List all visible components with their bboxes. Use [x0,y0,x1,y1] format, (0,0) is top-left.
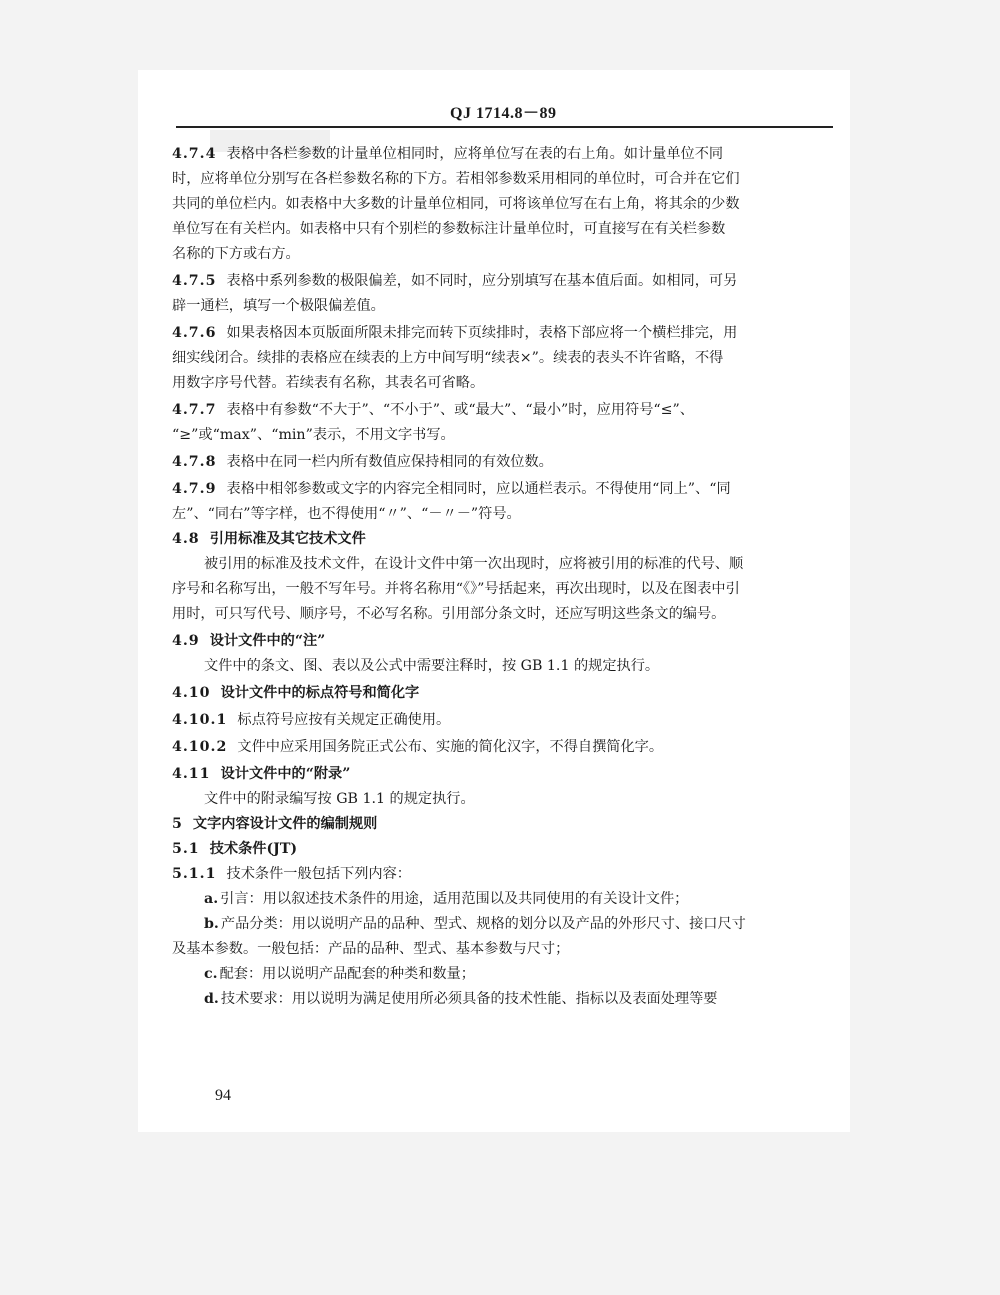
heading-title: 文字内容设计文件的编制规则 [192,816,378,832]
heading-4-10 [172,681,838,706]
clause-number: 4.7.4 [172,146,217,162]
item-text: 配套：用以说明产品配套的种类和数量； [219,966,475,982]
heading-title: 设计文件中的“附录” [220,766,351,782]
header-rule [176,126,833,128]
text-line: 文件中的条文、图、表以及公式中需要注释时，按 GB 1.1 的规定执行。 [204,658,660,674]
clause-text: 表格中在同一栏内所有数值应保持相同的有效位数。 [226,454,553,470]
heading-5-1 [172,837,838,862]
clause-number: 5.1.1 [172,866,217,882]
item-text: 技术要求：用以说明为满足使用所必须具备的技术性能、指标以及表面处理等要 [220,991,718,1007]
clause-text: 文件中应采用国务院正式公布、实施的简化汉字，不得自撰简化字。 [237,739,664,755]
text-line: 辟一通栏，填写一个极限偏差值。 [172,298,385,314]
heading-4-11 [172,762,838,787]
clause-4-10-1 [172,708,838,733]
clause-text: 表格中相邻参数或文字的内容完全相同时，应以通栏表示。不得使用“同上”、“同 [226,481,731,497]
text-line: 被引用的标准及技术文件，在设计文件中第一次出现时，应将被引用的标准的代号、顺 [204,556,744,572]
heading-title: 引用标准及其它技术文件 [209,531,366,547]
heading-number: 5 [172,816,183,832]
list-item-b [172,912,838,937]
text-line: 名称的下方或右方。 [172,246,300,262]
text-line: 用数字序号代替。若续表有名称，其表名可省略。 [172,375,485,391]
heading-number: 4.9 [172,633,200,649]
clause-number: 4.10.2 [172,739,228,755]
text-line: 单位写在有关栏内。如表格中只有个别栏的参数标注计量单位时，可直接写在有关栏参数 [172,221,726,237]
text-line: 文件中的附录编写按 GB 1.1 的规定执行。 [204,791,475,807]
clause-4-7-5 [172,269,838,294]
text-line: 用时，可只写代号、顺序号，不必写名称。引用部分条文时，还应写明这些条文的编号。 [172,606,726,622]
heading-number: 4.10 [172,685,211,701]
document-body [172,142,838,1012]
clause-4-7-8 [172,450,838,475]
heading-5 [172,812,838,837]
standard-code: QJ 1714.8－89 [450,105,557,122]
clause-4-10-2 [172,735,838,760]
text-line: 时，应将单位分别写在各栏参数名称的下方。若相邻参数采用相同的单位时，可合并在它们 [172,171,740,187]
clause-text: 如果表格因本页版面所限未排完而转下页续排时，表格下部应将一个横栏排完，用 [226,325,738,341]
clause-4-7-6 [172,321,838,346]
text-line: 左”、“同右”等字样，也不得使用“〃”、“－〃－”符号。 [172,506,521,522]
text-line: 细实线闭合。续排的表格应在续表的上方中间写明“续表×”。续表的表头不许省略，不得 [172,350,724,366]
clause-number: 4.7.7 [172,402,217,418]
item-letter: c. [204,966,218,982]
heading-title: 设计文件中的“注” [209,633,326,649]
heading-4-9 [172,629,838,654]
heading-title: 设计文件中的标点符号和简化字 [220,685,420,701]
heading-4-8 [172,527,838,552]
clause-number: 4.7.9 [172,481,217,497]
clause-5-1-1 [172,862,838,887]
clause-text: 标点符号应按有关规定正确使用。 [237,712,451,728]
clause-4-7-7 [172,398,838,423]
clause-4-7-9 [172,477,838,502]
item-letter: a. [204,891,219,907]
text-line: 共同的单位栏内。如表格中大多数的计量单位相同，可将该单位写在右上角，将其余的少数 [172,196,740,212]
item-letter: b. [204,916,219,932]
item-text: 产品分类：用以说明产品的品种、型式、规格的划分以及产品的外形尺寸、接口尺寸 [220,916,746,932]
page-number: 94 [215,1087,231,1104]
heading-number: 4.8 [172,531,200,547]
clause-4-7-4 [172,142,838,167]
clause-number: 4.10.1 [172,712,228,728]
clause-text: 技术条件一般包括下列内容： [226,866,411,882]
item-text: 引言：用以叙述技术条件的用途，适用范围以及共同使用的有关设计文件； [220,891,689,907]
heading-title: 技术条件(JT) [209,841,298,857]
text-line: 及基本参数。一般包括：产品的品种、型式、基本参数与尺寸； [172,941,570,957]
item-letter: d. [204,991,219,1007]
clause-text: 表格中有参数“不大于”、“不小于”、或“最大”、“最小”时，应用符号“≤”、 [226,402,694,418]
text-line: 序号和名称写出，一般不写年号。并将名称用“《》”号括起来，再次出现时，以及在图表中引 [172,581,740,597]
heading-number: 5.1 [172,841,200,857]
clause-number: 4.7.6 [172,325,217,341]
heading-number: 4.11 [172,766,211,782]
list-item-a [172,887,838,912]
clause-number: 4.7.8 [172,454,217,470]
clause-number: 4.7.5 [172,273,217,289]
list-item-c [172,962,838,987]
clause-text: 表格中系列参数的极限偏差，如不同时，应分别填写在基本值后面。如相同，可另 [226,273,738,289]
list-item-d [172,987,838,1012]
text-line: “≥”或“max”、“min”表示，不用文字书写。 [172,427,455,443]
clause-text: 表格中各栏参数的计量单位相同时，应将单位写在表的右上角。如计量单位不同 [226,146,724,162]
